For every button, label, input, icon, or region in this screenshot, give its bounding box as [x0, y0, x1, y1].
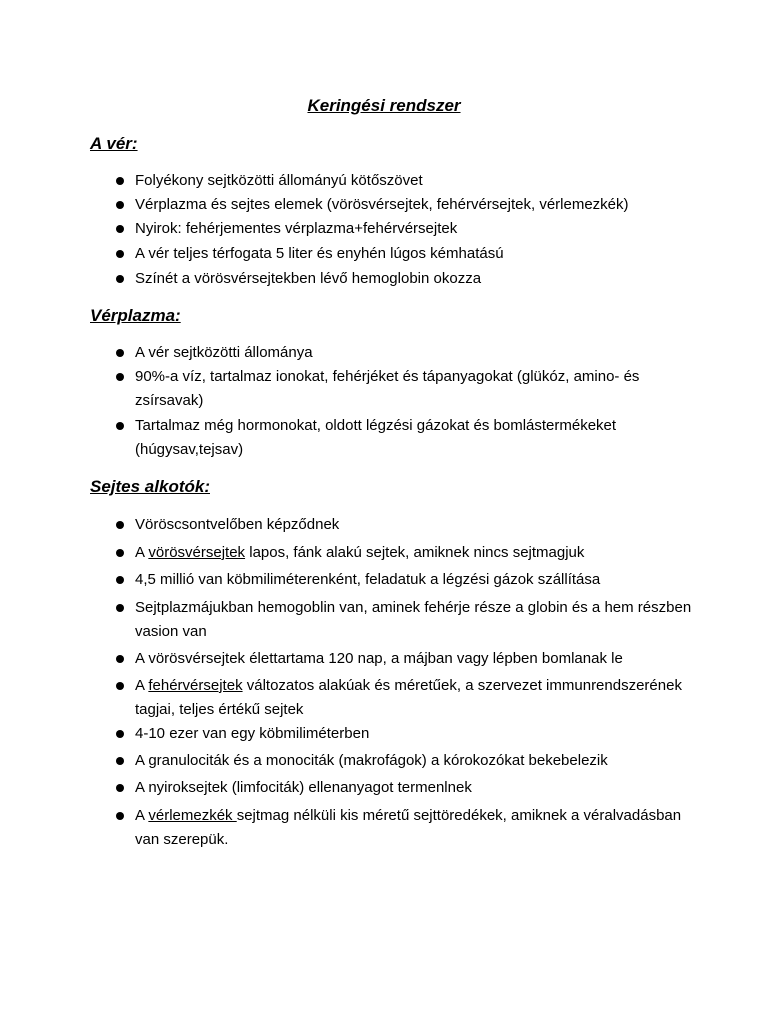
text-span: A [135, 677, 149, 694]
section-heading-ver: A vér: [90, 134, 138, 153]
bullet-icon [116, 422, 124, 430]
list-item: 4,5 millió van köbmiliméterenként, feladatuk a légzési gázok szállítása [135, 571, 601, 588]
text-span: változatos alakúak és méretűek, a szervezet immunrendszerének tagjai, teljes értékű sejtek [135, 677, 682, 718]
bullet-icon [116, 275, 124, 283]
bullet-icon [116, 576, 124, 584]
list-item: 90%-a víz, tartalmaz ionokat, fehérjéket és tápanyagokat (glükóz, amino- és zsírsavak) [135, 368, 640, 409]
text-span: lapos, fánk alakú sejtek, amiknek nincs sejtmagjuk [245, 544, 585, 561]
bullet-icon [116, 730, 124, 738]
list-item: A vér teljes térfogata 5 liter és enyhén lúgos kémhatású [135, 245, 504, 262]
list-item: Tartalmaz még hormonokat, oldott légzési gázokat és bomlástermékeket (húgysav,tejsav) [135, 417, 617, 458]
list-item: A vörösvérsejtek élettartama 120 nap, a májban vagy lépben bomlanak le [135, 650, 623, 667]
list-item [135, 804, 695, 852]
bullet-icon [116, 549, 124, 557]
underlined-term: vörösvérsejtek [148, 544, 246, 561]
list-item [135, 541, 695, 565]
list-item: 4-10 ezer van egy köbmiliméterben [135, 725, 370, 742]
section-heading-verplazma: Vérplazma: [90, 306, 181, 325]
list-item: Vöröscsontvelőben képződnek [135, 516, 340, 533]
list-item: Sejtplazmájukban hemogoblin van, aminek fehérje része a globin és a hem részben vasion van [135, 599, 692, 640]
bullet-icon [116, 521, 124, 529]
bullet-icon [116, 757, 124, 765]
bullet-icon [116, 225, 124, 233]
list-item: A vér sejtközötti állománya [135, 344, 313, 361]
bullet-icon [116, 784, 124, 792]
document-title: Keringési rendszer [307, 96, 461, 115]
bullet-icon [116, 349, 124, 357]
list-item: Folyékony sejtközötti állományú kötőszövet [135, 172, 423, 189]
bullet-icon [116, 655, 124, 663]
bullet-icon [116, 177, 124, 185]
bullet-icon [116, 604, 124, 612]
underlined-term: vérlemezkék [148, 807, 237, 824]
text-span: A [135, 807, 149, 824]
list-item: Színét a vörösvérsejtekben lévő hemoglobin okozza [135, 270, 482, 287]
list-item: A granulociták és a monociták (makrofágok) a kórokozókat bekebelezik [135, 752, 608, 769]
text-span: sejtmag nélküli kis méretű sejttöredékek, amiknek a véralvadásban van szerepük. [135, 807, 682, 848]
bullet-icon [116, 201, 124, 209]
bullet-icon [116, 812, 124, 820]
list-item: A nyiroksejtek (limfociták) ellenanyagot termenlnek [135, 779, 472, 796]
underlined-term: fehérvérsejtek [148, 677, 243, 694]
section-heading-sejtes: Sejtes alkotók: [90, 477, 210, 496]
list-item [135, 674, 695, 722]
bullet-icon [116, 682, 124, 690]
list-item: Vérplazma és sejtes elemek (vörösvérsejtek, fehérvérsejtek, vérlemezkék) [135, 196, 629, 213]
bullet-icon [116, 250, 124, 258]
text-span: A [135, 544, 149, 561]
bullet-icon [116, 373, 124, 381]
list-item: Nyirok: fehérjementes vérplazma+fehérvérsejtek [135, 220, 458, 237]
